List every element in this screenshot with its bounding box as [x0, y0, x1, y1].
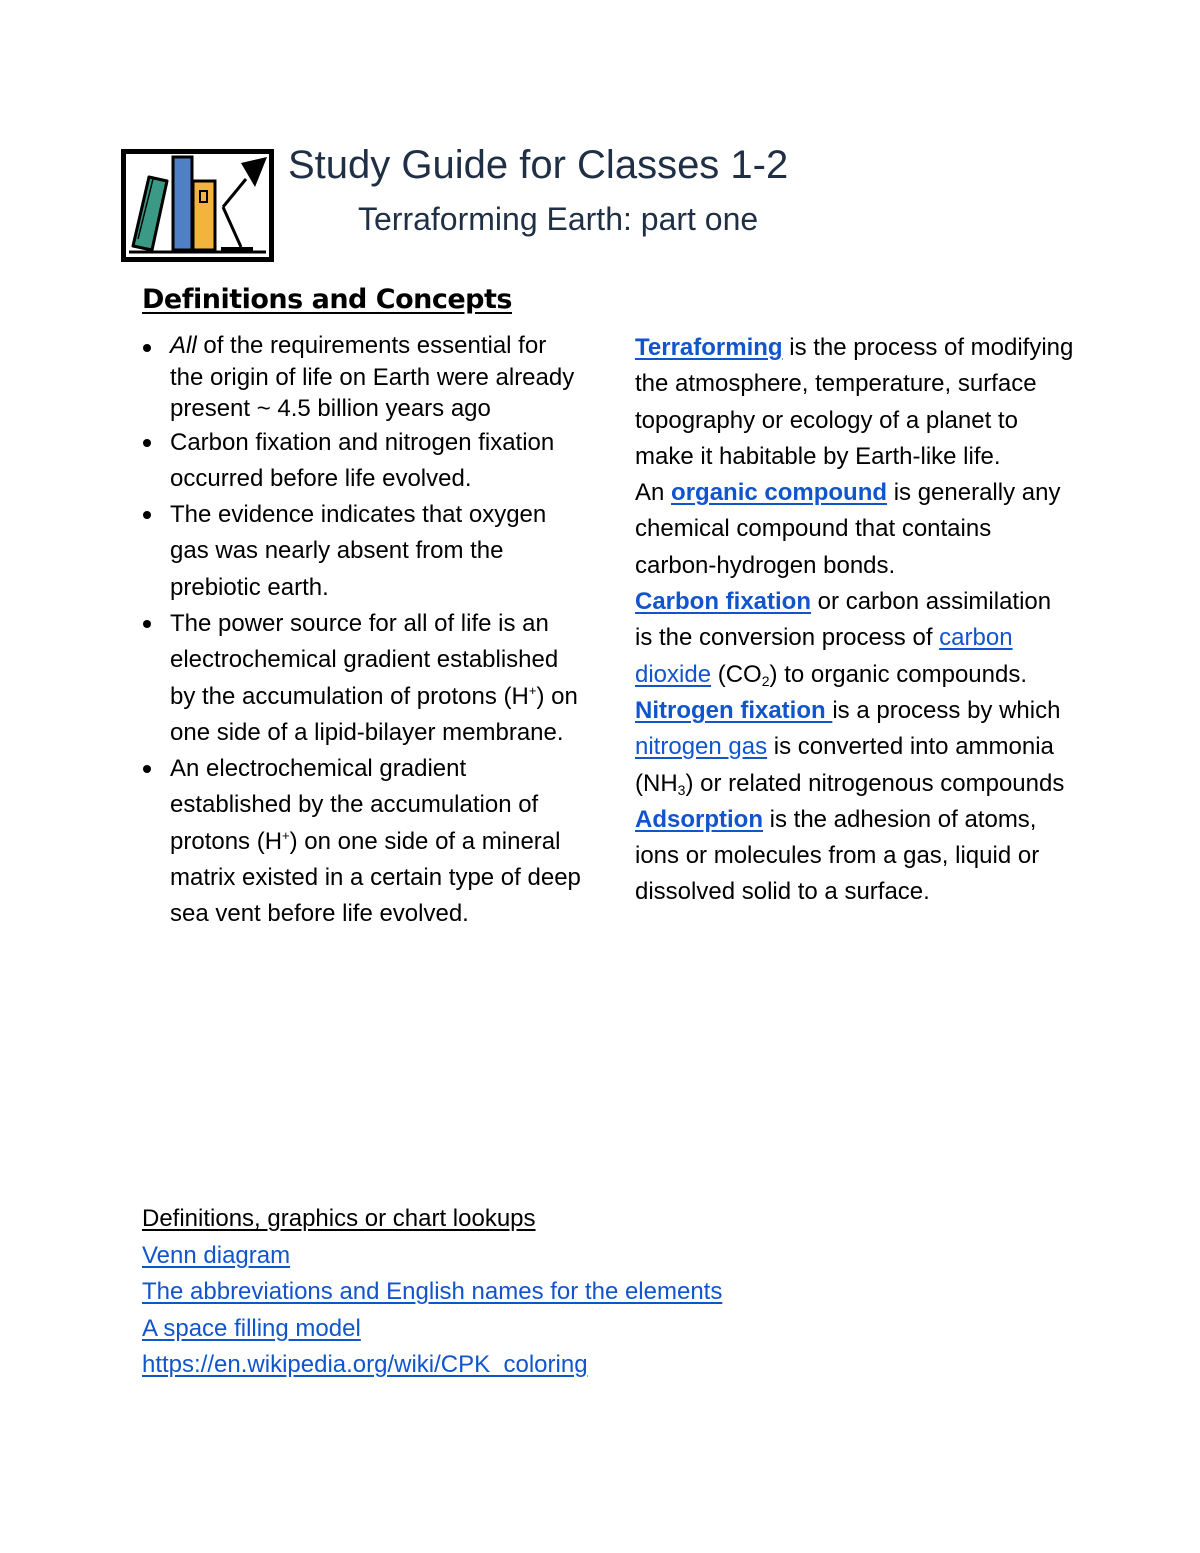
- list-item-text: ) on one side of a lipid-bilayer membrane.: [170, 682, 578, 746]
- emphasis-text: All: [170, 332, 197, 359]
- list-item: [142, 425, 582, 498]
- definition-organic-compound: [635, 475, 1075, 584]
- definition-text: is the adhesion of atoms, ions or molecules from a gas, liquid or dissolved solid to a surface.: [635, 805, 1040, 906]
- venn-diagram-link[interactable]: Venn diagram: [142, 1241, 291, 1269]
- definition-text: An: [635, 479, 672, 507]
- subscript: 2: [761, 672, 770, 689]
- organic-compound-link[interactable]: organic compound: [671, 479, 888, 507]
- definition-text: or carbon assimilation is the conversion process of: [635, 588, 1052, 652]
- definition-text: is the process of modifying the atmosphere, temperature, surface topography or ecology of a planet to make it habitable by Earth-like life.: [635, 334, 1074, 470]
- page-title: Study Guide for Classes 1-2: [288, 143, 789, 187]
- lookups-section: [142, 1201, 1042, 1384]
- definition-text: ) to organic compounds.: [769, 660, 1028, 688]
- definition-terraforming: [635, 330, 1075, 475]
- list-item: [142, 330, 582, 425]
- list-item-text: The power source for all of life is an electrochemical gradient established by the accumulation of protons (H: [170, 609, 559, 710]
- space-filling-model-link[interactable]: A space filling model: [142, 1314, 361, 1342]
- list-item: [142, 751, 582, 932]
- definition-adsorption: [635, 802, 1075, 911]
- definition-text: is generally any chemical compound that contains carbon-hydrogen bonds.: [635, 479, 1061, 579]
- page-subtitle: Terraforming Earth: part one: [358, 201, 759, 237]
- definition-nitrogen-fixation: [635, 693, 1075, 802]
- definition-text: ) or related nitrogenous compounds: [685, 769, 1065, 797]
- nitrogen-fixation-link[interactable]: Nitrogen fixation: [635, 696, 833, 724]
- definitions-column: [635, 330, 1075, 911]
- concepts-list: [142, 330, 582, 933]
- nitrogen-gas-link[interactable]: nitrogen gas: [635, 733, 768, 761]
- carbon-fixation-link[interactable]: Carbon fixation: [635, 588, 812, 616]
- carbon-dioxide-link[interactable]: carbon dioxide: [635, 624, 1013, 688]
- adsorption-link[interactable]: Adsorption: [635, 805, 763, 833]
- terraforming-link[interactable]: Terraforming: [635, 334, 783, 361]
- subscript: 3: [677, 781, 686, 798]
- definition-text: is a process by which: [832, 696, 1061, 724]
- list-item: [142, 497, 582, 606]
- list-item-text: An electrochemical gradient established by the accumulation of protons (H: [170, 755, 539, 855]
- list-item-text: Carbon fixation and nitrogen fixation occurred before life evolved.: [170, 428, 555, 492]
- superscript: +: [528, 682, 537, 698]
- definition-text: is converted into ammonia (NH: [635, 733, 1054, 797]
- element-names-link[interactable]: The abbreviations and English names for the elements: [142, 1278, 723, 1305]
- list-item: [142, 606, 582, 751]
- books-and-lamp-icon: [121, 149, 274, 262]
- list-item-text: The evidence indicates that oxygen gas was nearly absent from the prebiotic earth.: [170, 501, 547, 601]
- list-item-text: ) on one side of a mineral matrix existed in a certain type of deep sea vent before life evolved.: [170, 827, 581, 928]
- definition-text: (CO: [711, 660, 762, 688]
- lookups-heading: Definitions, graphics or chart lookups: [142, 1205, 536, 1232]
- section-heading: Definitions and Concepts: [142, 284, 512, 315]
- list-item-text: of the requirements essential for the origin of life on Earth were already present ~ 4.5 billion years ago: [170, 332, 575, 422]
- definition-carbon-fixation: [635, 584, 1075, 693]
- cpk-coloring-link[interactable]: https://en.wikipedia.org/wiki/CPK_coloring: [142, 1351, 588, 1378]
- superscript: +: [282, 827, 290, 843]
